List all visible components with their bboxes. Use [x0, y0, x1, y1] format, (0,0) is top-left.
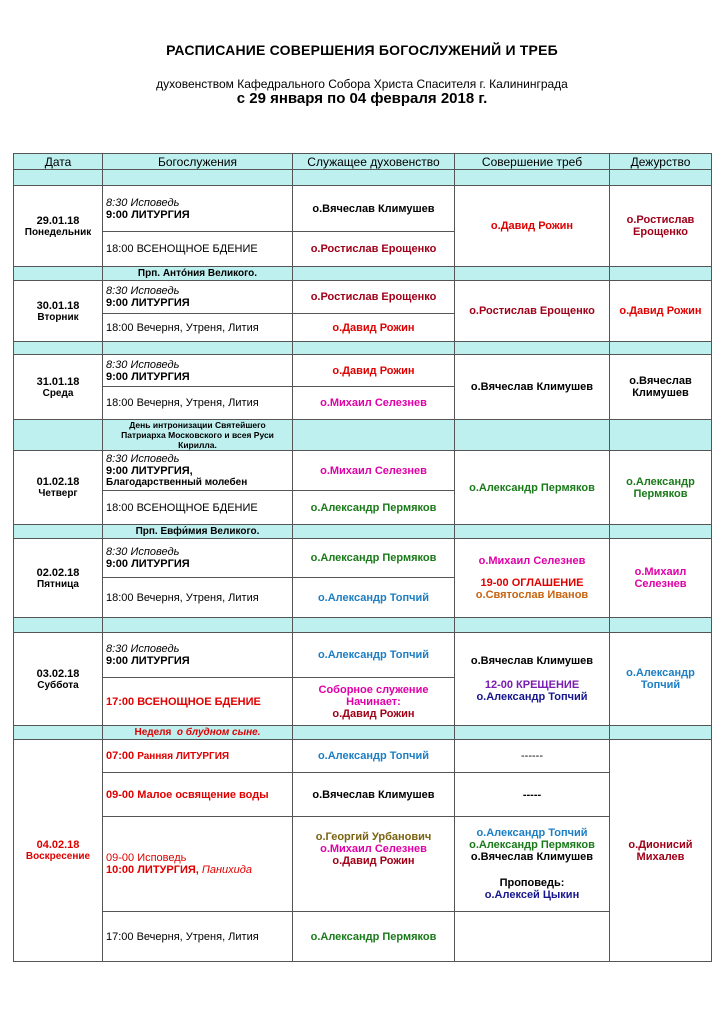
service-cell: 8:30 Исповедь 9:00 ЛИТУРГИЯ — [103, 281, 293, 314]
date-range: с 29 января по 04 февраля 2018 г. — [236, 90, 488, 107]
table-row — [14, 912, 712, 962]
service-cell: 09-00 Малое освящение воды — [103, 773, 293, 817]
duty-cell: о.Ростислав Ерощенко — [610, 186, 712, 267]
page-title: РАСПИСАНИЕ СОВЕРШЕНИЯ БОГОСЛУЖЕНИЙ И ТРЕБ — [166, 42, 558, 58]
col-rites: Совершение треб — [455, 154, 610, 170]
duty-cell: о.Александр Пермяков — [610, 451, 712, 525]
clergy-cell: о.Ростислав Ерощенко — [293, 281, 455, 314]
date-cell: 30.01.18 Вторник — [14, 281, 103, 342]
service-cell: 18:00 ВСЕНОЩНОЕ БДЕНИЕ — [103, 232, 293, 267]
feast-row: День интронизации Святейшего Патриарха Московского и всея Руси Кирилла. — [14, 420, 712, 451]
service-cell: 09-00 Исповедь 10:00 ЛИТУРГИЯ, Панихида — [103, 817, 293, 912]
table-row — [14, 451, 712, 491]
spacer-row — [14, 618, 712, 633]
rites-cell: о.Ростислав Ерощенко — [455, 281, 610, 342]
header-row — [14, 154, 712, 170]
clergy-cell: о.Александр Пермяков — [293, 912, 455, 962]
table-row — [14, 633, 712, 678]
rites-cell: ------ — [455, 740, 610, 773]
schedule-table — [13, 153, 712, 962]
duty-cell: о.Вячеслав Климушев — [610, 355, 712, 420]
col-date: Дата — [14, 154, 103, 170]
date-cell: 02.02.18 Пятница — [14, 539, 103, 618]
clergy-cell: о.Давид Рожин — [293, 355, 455, 387]
clergy-cell: о.Александр Топчий — [293, 578, 455, 618]
rites-cell: о.Вячеслав Климушев 12-00 КРЕЩЕНИЕ о.Александр Топчий — [455, 633, 610, 726]
rites-cell: о.Давид Рожин — [455, 186, 610, 267]
service-cell: 8:30 Исповедь 9:00 ЛИТУРГИЯ — [103, 539, 293, 578]
service-cell: 8:30 Исповедь 9:00 ЛИТУРГИЯ, Благодарственный молебен — [103, 451, 293, 491]
date-cell: 29.01.18 Понедельник — [14, 186, 103, 267]
duty-cell: о.Михаил Селезнев — [610, 539, 712, 618]
feast-row: Прп. Евфи́мия Великого. — [14, 525, 712, 539]
date-cell: 01.02.18 Четверг — [14, 451, 103, 525]
col-services: Богослужения — [103, 154, 293, 170]
service-cell: 17:00 Вечерня, Утреня, Лития — [103, 912, 293, 962]
clergy-cell: о.Михаил Селезнев — [293, 387, 455, 420]
date-cell: 04.02.18 Воскресение — [14, 740, 103, 962]
table-row — [14, 281, 712, 314]
feast-row: Неделя о блудном сыне. — [14, 726, 712, 740]
duty-cell: о.Дионисий Михалев — [610, 740, 712, 962]
table-row — [14, 740, 712, 773]
page-subtitle: духовенством Кафедрального Собора Христа Спасителя г. Калининграда — [156, 77, 568, 91]
table-row — [14, 355, 712, 387]
service-cell: 18:00 Вечерня, Утреня, Лития — [103, 314, 293, 342]
rites-cell: о.Вячеслав Климушев — [455, 355, 610, 420]
spacer-row — [14, 170, 712, 186]
clergy-cell: о.Михаил Селезнев — [293, 451, 455, 491]
duty-cell: о.Александр Топчий — [610, 633, 712, 726]
clergy-cell: о.Ростислав Ерощенко — [293, 232, 455, 267]
table-row — [14, 186, 712, 232]
col-duty: Дежурство — [610, 154, 712, 170]
col-clergy: Служащее духовенство — [293, 154, 455, 170]
clergy-cell: о.Вячеслав Климушев — [293, 186, 455, 232]
rites-cell: ----- — [455, 773, 610, 817]
table-row — [14, 773, 712, 817]
date-cell: 31.01.18 Среда — [14, 355, 103, 420]
service-cell: 18:00 Вечерня, Утреня, Лития — [103, 578, 293, 618]
clergy-cell: о.Александр Топчий — [293, 633, 455, 678]
rites-cell: о.Михаил Селезнев 19-00 ОГЛАШЕНИЕ о.Святослав Иванов — [455, 539, 610, 618]
date-cell: 03.02.18 Суббота — [14, 633, 103, 726]
clergy-cell: о.Вячеслав Климушев — [293, 773, 455, 817]
rites-cell: о.Александр Пермяков — [455, 451, 610, 525]
service-cell: 8:30 Исповедь 9:00 ЛИТУРГИЯ — [103, 186, 293, 232]
rites-cell: о.Александр Топчий о.Александр Пермяков о.Вячеслав Климушев Проповедь: о.Алексей Цыкин — [455, 817, 610, 912]
table-row — [14, 539, 712, 578]
clergy-cell: о.Александр Пермяков — [293, 491, 455, 525]
clergy-cell: о.Александр Топчий — [293, 740, 455, 773]
service-cell: 8:30 Исповедь 9:00 ЛИТУРГИЯ — [103, 633, 293, 678]
spacer-row — [14, 342, 712, 355]
duty-cell: о.Давид Рожин — [610, 281, 712, 342]
service-cell: 8:30 Исповедь 9:00 ЛИТУРГИЯ — [103, 355, 293, 387]
feast-row: Прп. Антóния Великого. — [14, 267, 712, 281]
rites-cell — [455, 912, 610, 962]
clergy-cell: о.Георгий Урбанович о.Михаил Селезнев о.Давид Рожин — [293, 817, 455, 912]
clergy-cell: о.Александр Пермяков — [293, 539, 455, 578]
service-cell: 07:00 Ранняя ЛИТУРГИЯ — [103, 740, 293, 773]
service-cell: 18:00 Вечерня, Утреня, Лития — [103, 387, 293, 420]
clergy-cell: о.Давид Рожин — [293, 314, 455, 342]
service-cell: 17:00 ВСЕНОЩНОЕ БДЕНИЕ — [103, 678, 293, 726]
clergy-cell: Соборное служение Начинает: о.Давид Рожин — [293, 678, 455, 726]
table-row — [14, 817, 712, 912]
service-cell: 18:00 ВСЕНОЩНОЕ БДЕНИЕ — [103, 491, 293, 525]
